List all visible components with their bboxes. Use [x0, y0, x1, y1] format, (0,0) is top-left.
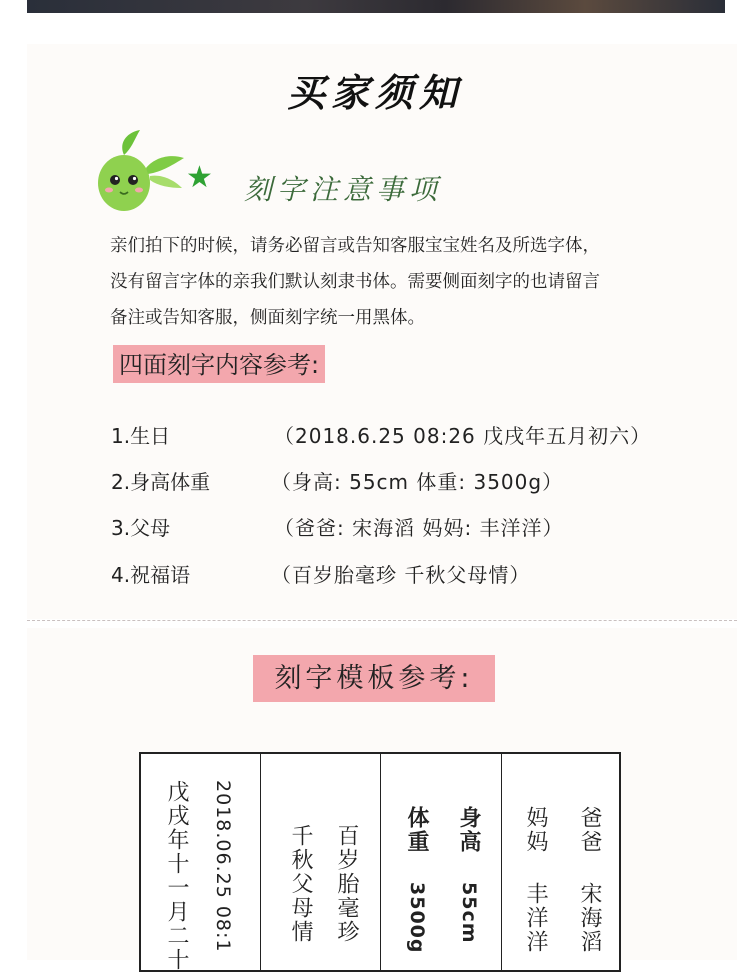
template-column-height-weight	[381, 754, 502, 970]
page-title: 买家须知	[286, 71, 463, 115]
template-column-birthday	[141, 754, 261, 970]
reference-value: （爸爸: 宋海滔 妈妈: 丰洋洋）	[274, 516, 564, 540]
template-text: 爸爸	[577, 806, 602, 854]
template-text: 体重	[404, 806, 429, 854]
top-photo-strip	[27, 0, 725, 13]
template-text: 千秋父母情	[288, 824, 313, 944]
template-text: 百岁胎毫珍	[334, 824, 359, 944]
reference-value: （百岁胎毫珍 千秋父母情）	[271, 563, 531, 587]
template-text: 宋海滔	[577, 882, 602, 954]
template-label: 刻字模板参考:	[253, 655, 495, 702]
notice-line: 亲们拍下的时候，请务必留言或告知客服宝宝姓名及所选字体，	[110, 236, 600, 256]
template-text: 3500g	[406, 882, 428, 954]
reference-key: 1.生日	[111, 424, 171, 448]
notice-line: 备注或告知客服，侧面刻字统一用黑体。	[110, 308, 425, 328]
reference-key: 4.祝福语	[111, 563, 191, 587]
template-text: 2018.06.25 08:1	[212, 780, 234, 953]
template-column-parents	[502, 754, 619, 970]
template-text: 妈妈	[523, 806, 548, 854]
four-side-label: 四面刻字内容参考:	[113, 345, 325, 383]
engraving-template-table	[139, 752, 621, 972]
reference-value: （身高: 55cm 体重: 3500g）	[271, 470, 564, 494]
template-text: 戊戌年十一月二十	[164, 780, 189, 972]
template-text: 55cm	[458, 882, 480, 944]
template-text: 身高	[456, 806, 481, 854]
green-leaf-mascot-icon	[88, 128, 198, 218]
star-icon: ★	[186, 160, 213, 195]
template-text: 丰洋洋	[523, 882, 548, 954]
notice-line: 没有留言字体的亲我们默认刻隶书体。需要侧面刻字的也请留言	[110, 272, 600, 292]
reference-key: 3.父母	[111, 516, 171, 540]
section-divider	[27, 620, 737, 621]
reference-value: （2018.6.25 08:26 戊戌年五月初六）	[274, 424, 652, 448]
template-column-blessing	[261, 754, 381, 970]
reference-key: 2.身高体重	[111, 470, 211, 494]
notice-text	[110, 228, 690, 336]
section-heading: 刻字注意事项	[244, 173, 443, 206]
